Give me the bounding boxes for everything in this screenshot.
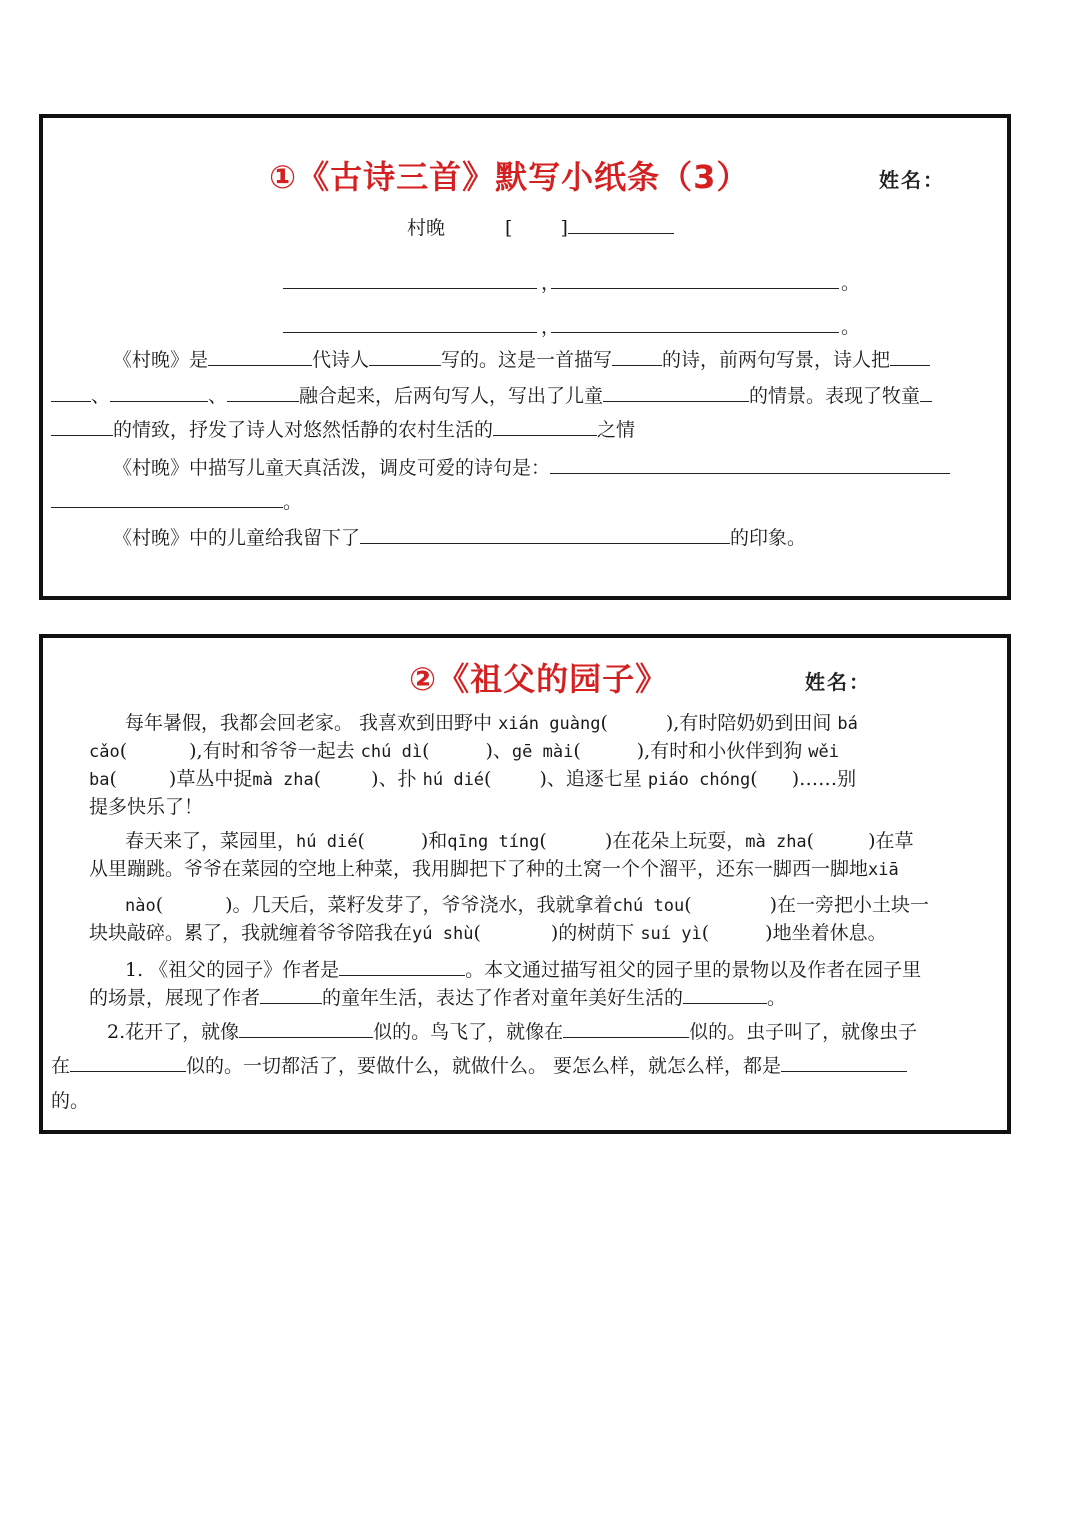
- passage-line: [125, 892, 929, 919]
- question-line: [113, 454, 950, 481]
- answer-blank[interactable]: [208, 346, 312, 366]
- verse1-blank-a[interactable]: [283, 288, 537, 289]
- pinyin: chú tou: [612, 896, 685, 916]
- pinyin: xián guàng: [498, 714, 601, 734]
- text: )在草: [868, 830, 914, 852]
- text: 的。: [51, 1090, 90, 1112]
- text: 写的。这是一首描写: [441, 349, 613, 371]
- answer-blank[interactable]: [781, 1052, 907, 1072]
- answer-blank[interactable]: [550, 454, 950, 474]
- text: )地坐着休息。: [765, 922, 887, 944]
- period: 。: [841, 272, 861, 294]
- question-line: [113, 346, 930, 373]
- answer-blank[interactable]: [683, 984, 767, 1004]
- text: )的树荫下: [550, 922, 641, 944]
- text: (: [600, 712, 608, 734]
- pinyin: gē mài: [511, 742, 574, 762]
- text: 融合起来，后两句写人，写出了儿童: [299, 385, 604, 407]
- pinyin: suí yì: [640, 924, 702, 944]
- text: 似的。鸟飞了，就像在: [373, 1021, 564, 1043]
- question-line: [51, 382, 932, 409]
- text: (: [422, 740, 430, 762]
- pinyin: nào: [125, 896, 156, 916]
- text: 的童年生活，表达了作者对童年美好生活的: [322, 987, 684, 1009]
- text: 的情景。表现了牧童: [749, 385, 921, 407]
- answer-blank[interactable]: [110, 382, 208, 402]
- text: 2.花开了，就像: [107, 1021, 240, 1043]
- text: 块块敲碎。累了，我就缠着爷爷陪我在: [89, 922, 413, 944]
- passage-line: [125, 710, 858, 737]
- text: )、: [485, 740, 512, 762]
- answer-blank[interactable]: [360, 524, 730, 544]
- text: (: [539, 830, 547, 852]
- text: (: [484, 768, 492, 790]
- text: 、: [91, 385, 111, 407]
- answer-blank[interactable]: [563, 1018, 689, 1038]
- answer-blank[interactable]: [70, 1052, 186, 1072]
- poem-title-line: [407, 214, 674, 241]
- text: )和: [420, 830, 448, 852]
- text: )在花朵上玩耍，: [604, 830, 746, 852]
- text: )、追逐七星: [539, 768, 648, 790]
- pinyin: wěi: [808, 742, 839, 762]
- text: )、扑: [371, 768, 423, 790]
- worksheet-card-village-evening: [39, 114, 1011, 600]
- text: 每年暑假，我都会回老家。 我喜欢到田野中: [125, 712, 499, 734]
- text: )。几天后，菜籽发芽了，爷爷浇水，我就拿着: [225, 894, 613, 916]
- text: 似的。一切都活了，要做什么，就做什么。 要怎么样，就怎么样，都是: [186, 1055, 782, 1077]
- question-line: [51, 488, 302, 515]
- text: (: [473, 922, 481, 944]
- pinyin: yú shù: [412, 924, 474, 944]
- pinyin: bá: [837, 714, 858, 734]
- poem-title: 村晚: [407, 217, 446, 239]
- text: 的情致，抒发了诗人对悠然恬静的农村生活的: [113, 419, 494, 441]
- pinyin: mà zha: [745, 832, 807, 852]
- name-label: 姓名：: [879, 168, 945, 192]
- card-title: ①《古诗三首》默写小纸条（3）: [269, 158, 750, 196]
- question-line: [51, 1052, 907, 1079]
- text: 。: [767, 987, 787, 1009]
- text: 的印象。: [730, 527, 807, 549]
- question-line: [51, 416, 635, 443]
- text: ),有时和爷爷一起去: [189, 740, 361, 762]
- bracket-close: ]: [560, 217, 568, 239]
- text: (: [573, 740, 581, 762]
- answer-blank[interactable]: [339, 956, 465, 976]
- question-line: [51, 1088, 89, 1114]
- text: 从里蹦跳。爷爷在菜园的空地上种菜，我用脚把下了种的土窝一个个溜平，还东一脚西一脚地: [89, 858, 869, 880]
- answer-blank[interactable]: [239, 1018, 373, 1038]
- passage-line: [89, 766, 856, 793]
- text: )草丛中捉: [168, 768, 253, 790]
- text: 、: [208, 385, 228, 407]
- text: (: [313, 768, 322, 790]
- answer-blank[interactable]: [369, 346, 441, 366]
- text: (: [357, 830, 365, 852]
- answer-blank[interactable]: [493, 416, 597, 436]
- text: ),有时和小伙伴到狗: [636, 740, 809, 762]
- question-line: [107, 1018, 917, 1045]
- text: (: [750, 768, 758, 790]
- worksheet-card-grandfathers-garden: [39, 634, 1011, 1134]
- passage-line: [89, 856, 899, 883]
- text: 似的。虫子叫了，就像虫子: [689, 1021, 918, 1043]
- text: 提多快乐了！: [89, 796, 204, 818]
- card-title: ②《祖父的园子》: [409, 660, 669, 698]
- pinyin: ba: [89, 770, 110, 790]
- bracket-open: [: [505, 217, 513, 239]
- text: )……别: [791, 768, 857, 790]
- answer-blank[interactable]: [603, 382, 749, 402]
- verse2-blank-b[interactable]: [551, 332, 839, 333]
- question-line: [113, 524, 806, 551]
- answer-blank[interactable]: [51, 416, 113, 436]
- verse2-blank-a[interactable]: [283, 332, 537, 333]
- passage-line: [89, 794, 203, 820]
- passage-line: [89, 738, 839, 765]
- text: (: [684, 894, 692, 916]
- pinyin: qīng tíng: [447, 832, 540, 852]
- text: 春天来了，菜园里，: [125, 830, 297, 852]
- text: 《村晚》中描写儿童天真活泼，调皮可爱的诗句是：: [113, 457, 551, 479]
- text: (: [806, 830, 815, 852]
- pinyin: mà zha: [252, 770, 314, 790]
- text: (: [109, 768, 117, 790]
- passage-line: [125, 828, 914, 855]
- text: 的场景，展现了作者: [89, 987, 261, 1009]
- pinyin: xiā: [868, 860, 899, 880]
- passage-line: [89, 920, 887, 947]
- name-label: 姓名：: [805, 670, 871, 694]
- answer-blank[interactable]: [890, 346, 930, 366]
- text: 代诗人: [312, 349, 370, 371]
- period: 。: [841, 316, 861, 338]
- answer-blank[interactable]: [51, 488, 283, 508]
- text: 的诗，前两句写景，诗人把: [662, 349, 891, 371]
- text: 。: [283, 491, 303, 513]
- author-blank[interactable]: [568, 214, 674, 234]
- answer-blank[interactable]: [612, 346, 662, 366]
- verse1-blank-b[interactable]: [551, 288, 839, 289]
- pinyin: hú dié: [296, 832, 358, 852]
- answer-blank[interactable]: [51, 382, 91, 402]
- text: (: [155, 894, 164, 916]
- text: 在: [51, 1055, 71, 1077]
- text: (: [701, 922, 710, 944]
- answer-blank[interactable]: [920, 382, 932, 402]
- text: 《村晚》中的儿童给我留下了: [113, 527, 361, 549]
- question-line: [89, 984, 786, 1011]
- pinyin: chú dì: [360, 742, 423, 762]
- comma: ，: [541, 316, 561, 338]
- answer-blank[interactable]: [260, 984, 322, 1004]
- text: 《村晚》是: [113, 349, 209, 371]
- text: 1. 《祖父的园子》作者是: [125, 959, 340, 981]
- text: 之情: [597, 419, 636, 441]
- pinyin: cǎo: [89, 742, 120, 762]
- pinyin: hú dié: [422, 770, 485, 790]
- text: ),有时陪奶奶到田间: [665, 712, 838, 734]
- pinyin: piáo chóng: [647, 770, 751, 790]
- comma: ，: [541, 272, 561, 294]
- question-line: [125, 956, 921, 983]
- text: )在一旁把小土块一: [769, 894, 930, 916]
- answer-blank[interactable]: [227, 382, 299, 402]
- text: (: [119, 740, 128, 762]
- text: 。本文通过描写祖父的园子里的景物以及作者在园子里: [465, 959, 922, 981]
